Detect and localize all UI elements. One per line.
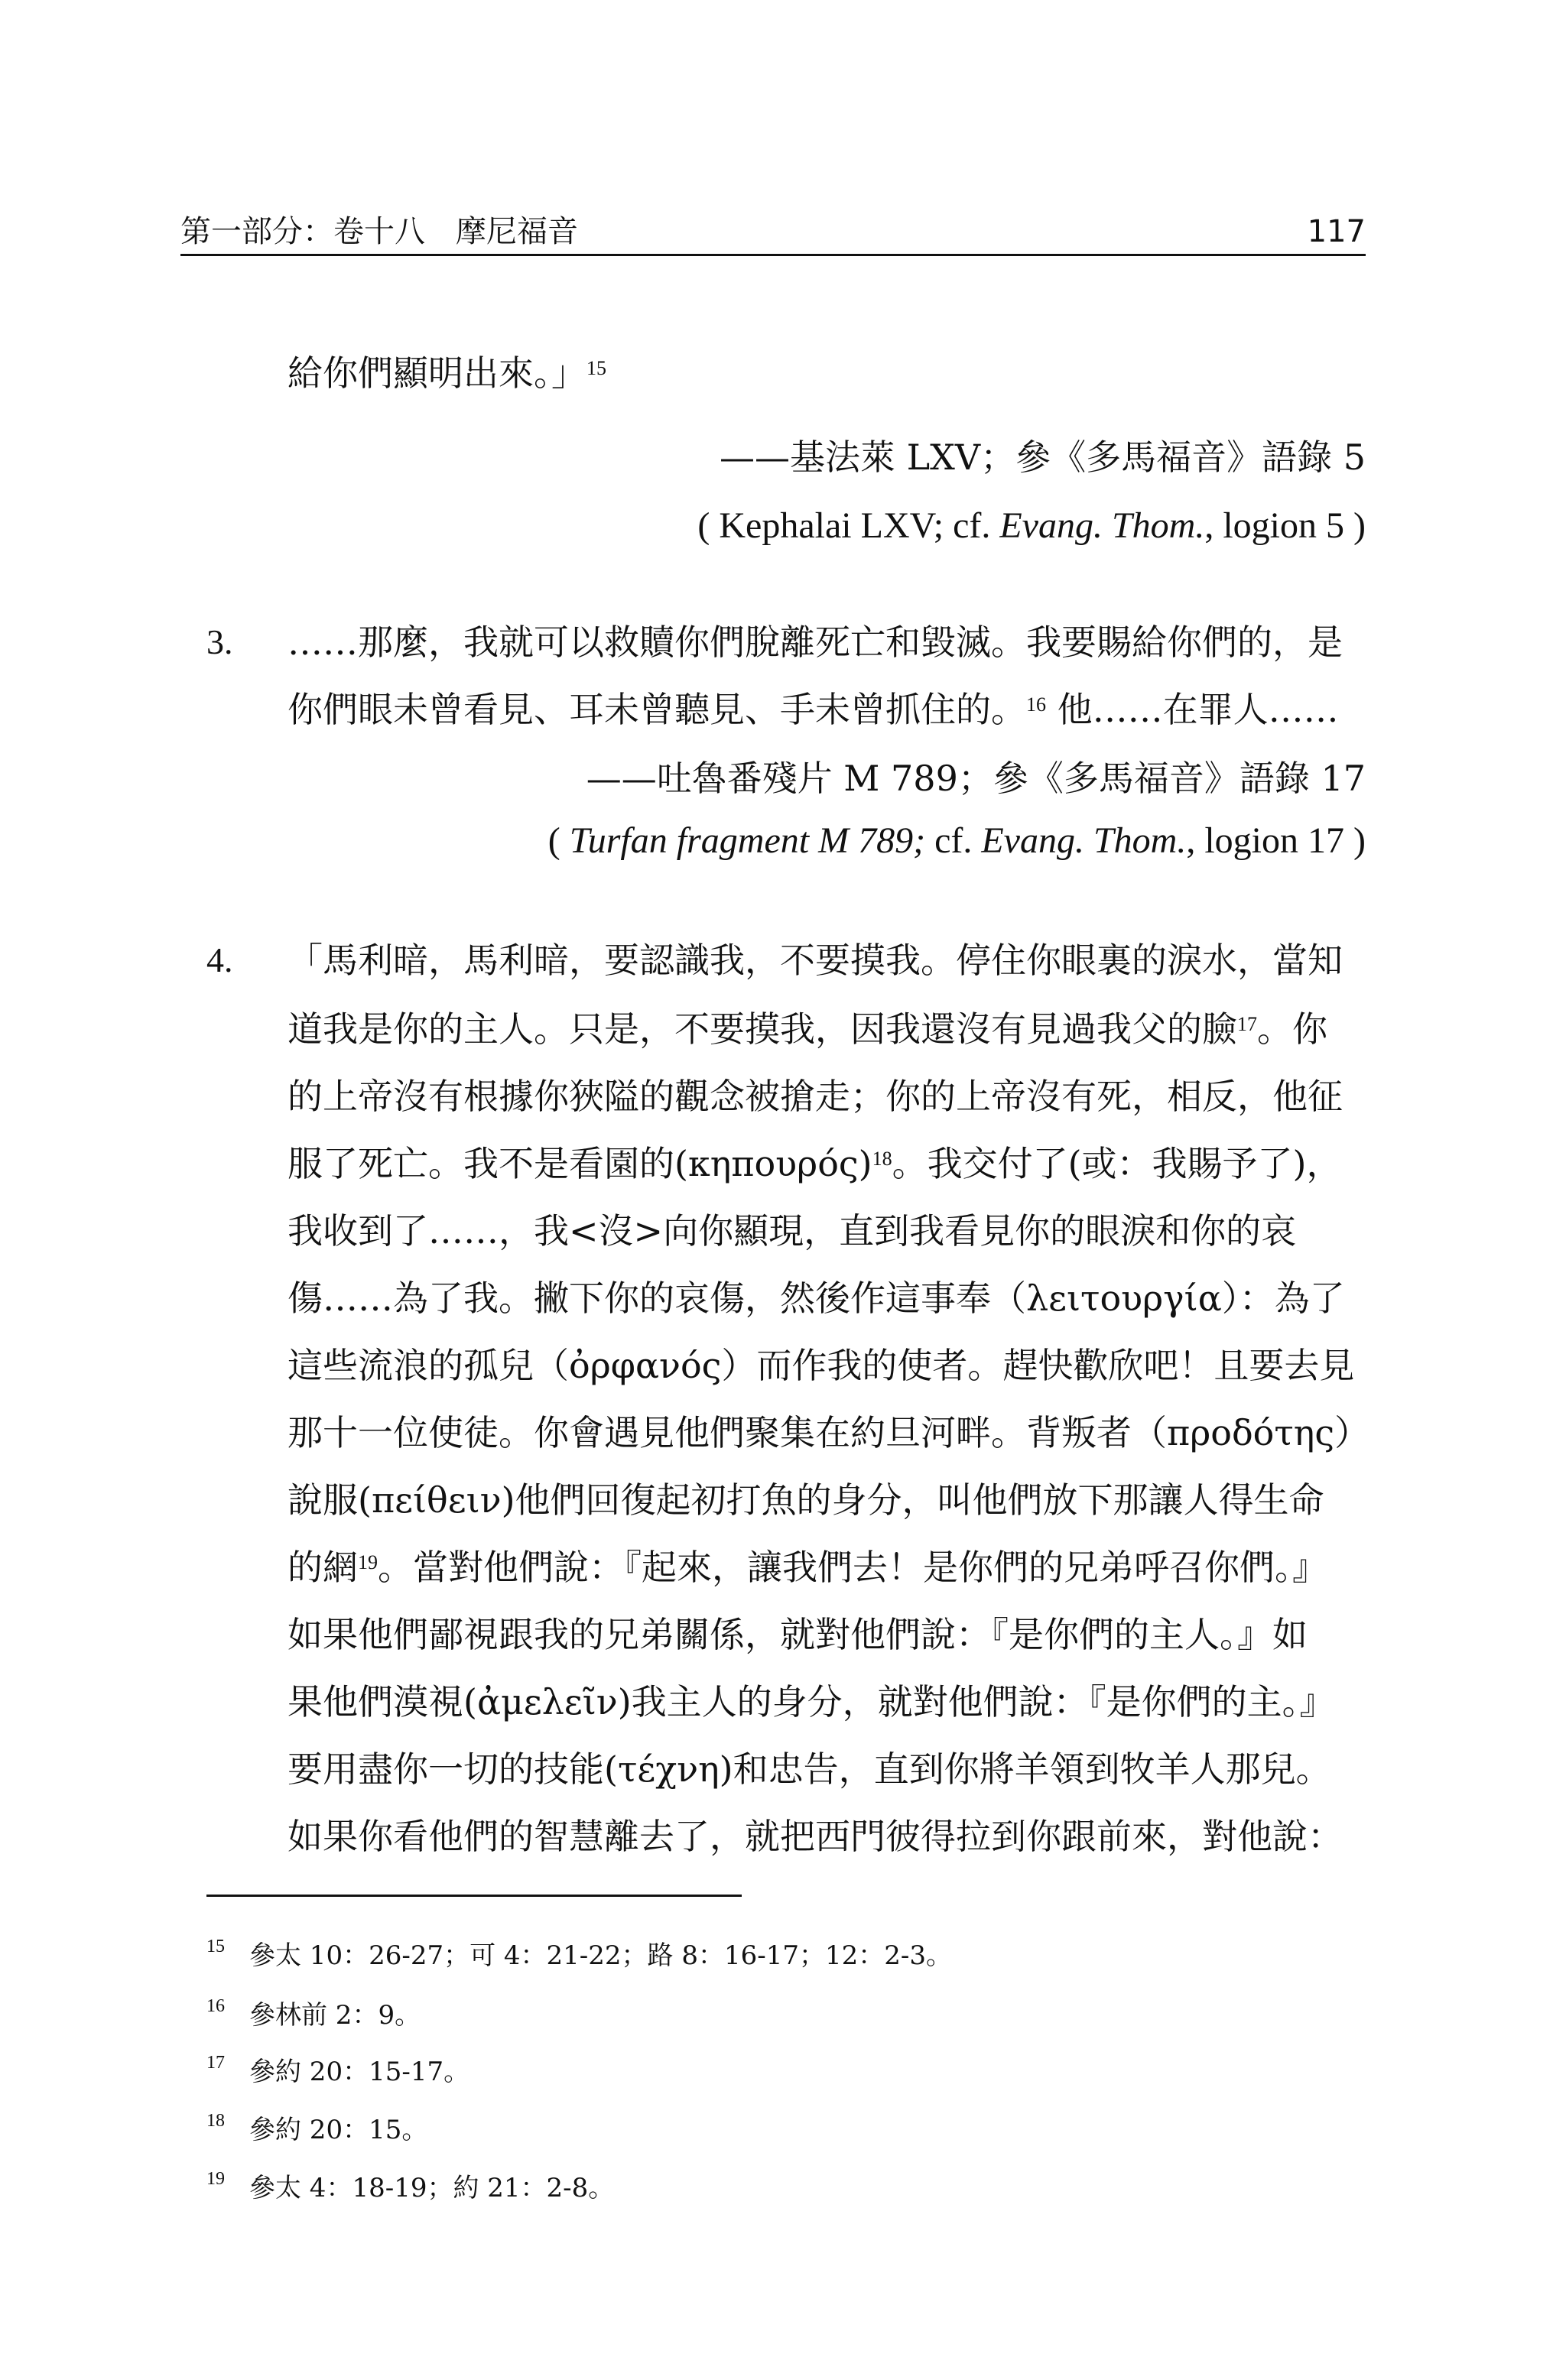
footnote-15: 15 參太 10：26-27；可 4：21-22；路 8：16-17；12：2-3。 (206, 1937, 953, 1971)
footnote-ref-16[interactable]: 16 (1026, 693, 1046, 716)
page-number: 117 (1307, 214, 1366, 249)
footnote-ref-15[interactable]: 15 (586, 357, 606, 379)
section-4-line-10: 的網$^{19}$。當對他們說：『起來，讓我們去！是你們的兄弟呼召你們。』 (288, 1547, 1327, 1588)
section-4-line-12: 果他們漠視(ἀμελεῖν)我主人的身分，就對他們說：『是你們的主。』 (288, 1681, 1335, 1722)
section-3-source-zh: ——吐魯番殘片 M 789；參《多馬福音》語錄 17 (586, 758, 1366, 799)
section-4-line-13: 要用盡你一切的技能(τέχνη)和忠告，直到你將羊領到牧羊人那兒。 (288, 1748, 1331, 1790)
section-4-line-11: 如果他們鄙視跟我的兄弟關係，就對他們說：『是你們的主人。』如 (288, 1614, 1308, 1655)
footnote-ref-18[interactable]: 18 (872, 1148, 892, 1170)
footnote-ref-17[interactable]: 17 (1237, 1013, 1257, 1035)
section-2-source-en: ( Kephalai LXV; cf. Evang. Thom., logion 5 ) (697, 505, 1366, 546)
section-2-line-1: 給你們顯明出來。」$^{15}$ (288, 352, 606, 394)
section-2-source-zh: ——基法萊 LXV；參《多馬福音》語錄 5 (719, 437, 1366, 478)
footnote-ref-19[interactable]: 19 (358, 1551, 378, 1573)
section-4-line-14: 如果你看他們的智慧離去了，就把西門彼得拉到你跟前來，對他說： (288, 1816, 1343, 1857)
section-4-number: 4. (206, 940, 233, 979)
footnote-16: 16 參林前 2：9。 (206, 1996, 421, 2031)
running-head-title: 第一部分：卷十八 摩尼福音 (180, 214, 578, 249)
section-3-number: 3. (206, 622, 233, 661)
header-rule (180, 254, 1366, 256)
section-3-line-1: ……那麼，我就可以救贖你們脫離死亡和毀滅。我要賜給你們的，是 (288, 622, 1343, 663)
section-4-line-5: 我收到了……，我<沒>向你顯現，直到我看見你的眼淚和你的哀 (288, 1210, 1297, 1252)
section-4-line-4: 服了死亡。我不是看園的$(\kappa\eta\pi o\upsilon\rho ό\varsigma)^{18}$。我交付了(或：我賜予了)， (288, 1143, 1342, 1184)
section-4-line-2: 道我是你的主人。只是，不要摸我，因我還沒有見過我父的臉$^{17}$。你 (288, 1008, 1327, 1050)
section-4-line-3: 的上帝沒有根據你狹隘的觀念被搶走；你的上帝沒有死，相反，他征 (288, 1076, 1343, 1117)
section-4-line-7: 這些流浪的孤兒（ὀρφανός）而作我的使者。趕快歡欣吧！且要去見 (288, 1345, 1355, 1386)
footnote-rule (206, 1895, 742, 1897)
section-3-line-2: 你們眼未曾看見、耳未曾聽見、手未曾抓住的。$^{16}$ 他……在罪人…… (288, 689, 1339, 730)
section-4-line-8: 那十一位使徒。你會遇見他們聚集在約旦河畔。背叛者（προδότης） (288, 1412, 1370, 1453)
section-4-line-6: 傷……為了我。撇下你的哀傷，然後作這事奉（λειτουργία）：為了 (288, 1278, 1345, 1319)
section-4-line-1: 「馬利暗，馬利暗，要認識我，不要摸我。停住你眼裏的淚水，當知 (288, 940, 1343, 981)
section-3-source-en: ( Turfan fragment M 789; cf. Evang. Thom., logion 17 ) (547, 820, 1366, 861)
footnote-18: 18 參約 20：15。 (206, 2111, 428, 2145)
footnote-17: 17 參約 20：15-17。 (206, 2053, 470, 2087)
section-4-line-9: 說服(πείθειν)他們回復起初打魚的身分，叫他們放下那讓人得生命 (288, 1479, 1324, 1521)
footnote-19: 19 參太 4：18-19；約 21：2-8。 (206, 2169, 615, 2203)
running-head (180, 213, 1366, 251)
